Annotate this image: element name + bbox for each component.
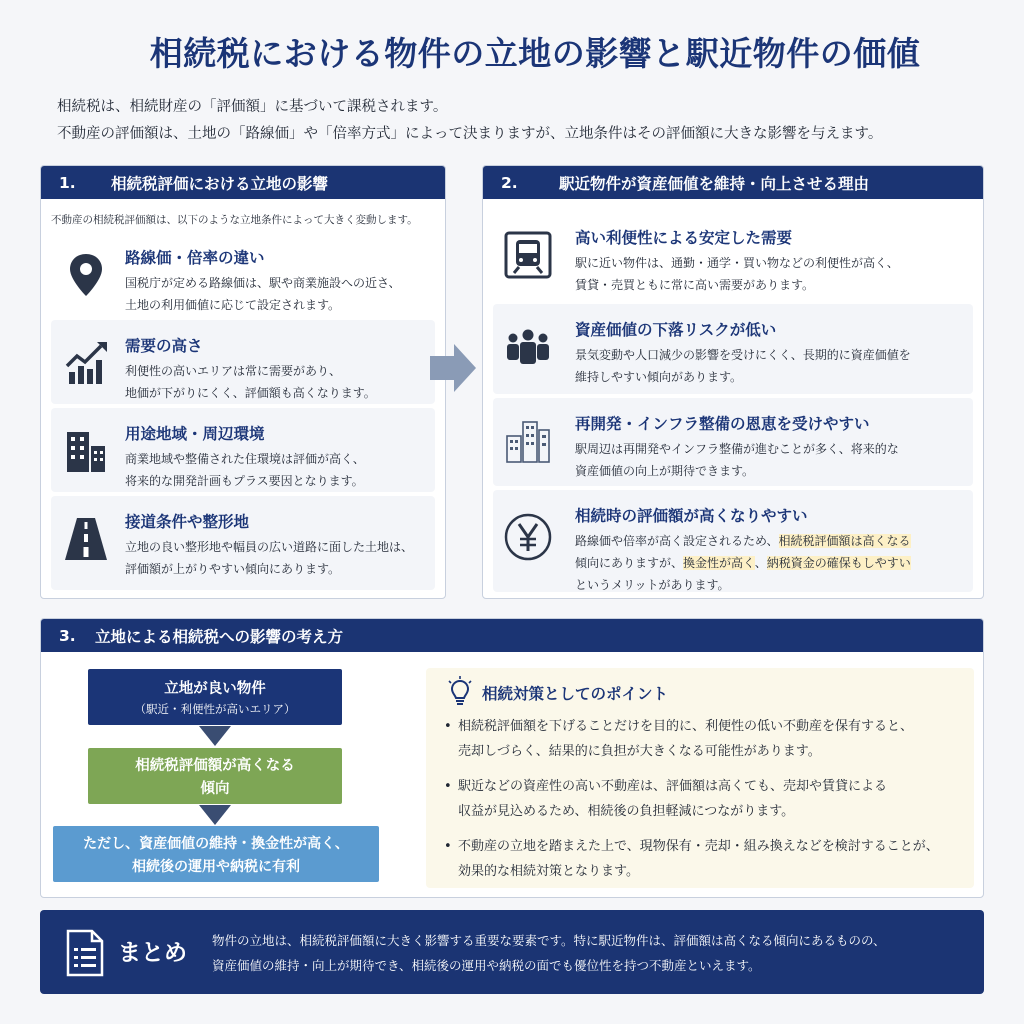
item-line: 資産価値の向上が期待できます。 — [575, 464, 755, 478]
section-2-header — [483, 166, 983, 199]
list-item — [493, 304, 973, 394]
list-item — [51, 320, 435, 404]
rising-chart-icon — [61, 338, 111, 388]
item-title: 路線価・倍率の違い — [125, 249, 265, 267]
flow-step-sub: 傾向 — [200, 781, 230, 797]
item-text — [575, 530, 911, 596]
item-title: 用途地域・周辺環境 — [125, 425, 265, 443]
flow-step-title: 立地が良い物件 — [164, 681, 266, 697]
item-text — [125, 360, 376, 404]
list-item — [493, 490, 973, 592]
list-item — [51, 232, 435, 316]
highlighted-text: 相続税評価額は高くなる — [778, 534, 911, 548]
item-line: 商業地域や整備された住環境は評価が高く、 — [125, 452, 365, 466]
intro-line: 不動産の評価額は、土地の「路線価」や「倍率方式」によって決まりますが、立地条件はその評価額に大きな影響を与えます。 — [57, 126, 883, 142]
list-item — [444, 834, 939, 884]
tip-line: • 駅近などの資産性の高い不動産は、評価額は高くても、売却や賃貸による — [458, 779, 888, 794]
item-title: 需要の高さ — [125, 337, 203, 355]
highlighted-text: 納税資金の確保もしやすい — [766, 556, 911, 570]
section-number: 1. — [59, 173, 76, 192]
section-2-panel — [482, 165, 984, 599]
tips-box — [426, 668, 974, 888]
flow-step-1 — [88, 669, 342, 725]
item-text — [125, 448, 365, 492]
arrow-down-icon — [199, 726, 231, 746]
summary-text — [212, 928, 886, 978]
buildings-icon — [61, 426, 111, 476]
item-line: 駅に近い物件は、通勤・通学・買い物などの利便性が高く、 — [575, 256, 899, 270]
item-title: 資産価値の下落リスクが低い — [575, 321, 777, 339]
section-title: 駅近物件が資産価値を維持・向上させる理由 — [559, 174, 870, 193]
item-text — [125, 272, 401, 316]
tip-line: 効果的な相続対策となります。 — [458, 864, 639, 879]
tip-line: • 不動産の立地を踏まえた上で、現物保有・売却・組み換えなどを検討することが、 — [458, 839, 939, 854]
map-pin-icon — [61, 250, 111, 300]
item-title: 相続時の評価額が高くなりやすい — [575, 507, 808, 525]
list-item — [493, 212, 973, 300]
item-title: 高い利便性による安定した需要 — [575, 229, 793, 247]
item-line — [575, 530, 911, 552]
item-text-segment: というメリットがあります。 — [575, 578, 730, 592]
list-item — [444, 774, 939, 824]
item-line: 賃貸・売買ともに常に高い需要があります。 — [575, 278, 815, 292]
item-line: 地価が下がりにくく、評価額も高くなります。 — [125, 386, 376, 400]
list-item — [51, 496, 435, 590]
item-line: 維持しやすい傾向があります。 — [575, 370, 743, 384]
item-text — [575, 438, 899, 482]
section-3-header — [41, 619, 983, 652]
item-text-segment: 路線価や倍率が高く設定されるため、 — [575, 534, 779, 548]
item-title: 接道条件や整形地 — [125, 513, 250, 531]
flow-step-sub: （駅近・利便性が高いエリア） — [134, 702, 296, 716]
list-item — [444, 714, 939, 764]
item-line: 国税庁が定める路線価は、駅や商業施設への近さ、 — [125, 276, 401, 290]
section-1-panel — [40, 165, 446, 599]
item-text — [575, 344, 911, 388]
item-title: 再開発・インフラ整備の恩恵を受けやすい — [575, 415, 870, 433]
road-icon — [61, 514, 111, 564]
section-number: 2. — [501, 173, 518, 192]
page-title: 相続税における物件の立地の影響と駅近物件の価値 — [149, 34, 921, 73]
list-item — [51, 408, 435, 492]
summary-line: 物件の立地は、相続税評価額に大きく影響する重要な要素です。特に駅近物件は、評価額は高くなる傾向にあるものの、 — [212, 933, 886, 948]
summary-line: 資産価値の維持・向上が期待でき、相続後の運用や納税の面でも優位性を持つ不動産といえます。 — [212, 958, 761, 973]
intro-text — [57, 94, 882, 148]
item-text-segment: 、 — [754, 556, 767, 570]
item-line: 将来的な開発計画もプラス要因となります。 — [125, 474, 364, 488]
item-line: 景気変動や人口減少の影響を受けにくく、長期的に資産価値を — [575, 348, 911, 362]
item-line: 評価額が上がりやすい傾向にあります。 — [125, 562, 341, 576]
lightbulb-icon — [446, 676, 474, 706]
yen-icon — [503, 512, 553, 562]
summary-title: まとめ — [118, 940, 187, 966]
tip-line: • 相続税評価額を下げることだけを目的に、利便性の低い不動産を保有すると、 — [458, 719, 914, 734]
tips-title: 相続対策としてのポイント — [482, 685, 669, 703]
arrow-down-icon — [199, 805, 231, 825]
flow-step-title: 相続税評価額が高くなる — [135, 758, 295, 774]
tips-list — [444, 714, 939, 894]
document-icon — [62, 928, 108, 978]
item-line: 土地の利用価値に応じて設定されます。 — [125, 298, 341, 312]
section-title: 相続税評価における立地の影響 — [111, 174, 329, 193]
city-icon — [503, 416, 553, 466]
summary-box — [40, 910, 984, 994]
flow-step-title: ただし、資産価値の維持・換金性が高く、 — [83, 835, 349, 852]
item-text-segment: 傾向にありますが、 — [575, 556, 684, 570]
item-line — [575, 552, 911, 574]
section-number: 3. — [59, 626, 76, 645]
people-icon — [503, 322, 553, 372]
item-line: 立地の良い整形地や幅員の広い道路に面した土地は、 — [125, 540, 414, 554]
flow-step-3 — [53, 826, 379, 882]
highlighted-text: 換金性が高く — [683, 556, 755, 570]
item-line: 利便性の高いエリアは常に需要があり、 — [125, 364, 342, 378]
item-line — [575, 574, 911, 596]
tip-line: 売却しづらく、結果的に負担が大きくなる可能性があります。 — [458, 744, 821, 759]
intro-line: 相続税は、相続財産の「評価額」に基づいて課税されます。 — [57, 99, 448, 115]
arrow-right-icon — [430, 342, 478, 394]
item-text — [125, 536, 413, 580]
flow-step-2 — [88, 748, 342, 804]
section-title: 立地による相続税への影響の考え方 — [95, 627, 344, 646]
tip-line: 収益が見込めるため、相続後の負担軽減につながります。 — [458, 804, 795, 819]
section-1-lead: 不動産の相続税評価額は、以下のような立地条件によって大きく変動します。 — [51, 214, 418, 226]
item-line: 駅周辺は再開発やインフラ整備が進むことが多く、将来的な — [575, 442, 899, 456]
item-text — [575, 252, 899, 296]
flow-step-sub: 相続後の運用や納税に有利 — [132, 858, 300, 875]
train-icon — [503, 230, 553, 280]
section-1-header — [41, 166, 445, 199]
list-item — [493, 398, 973, 486]
